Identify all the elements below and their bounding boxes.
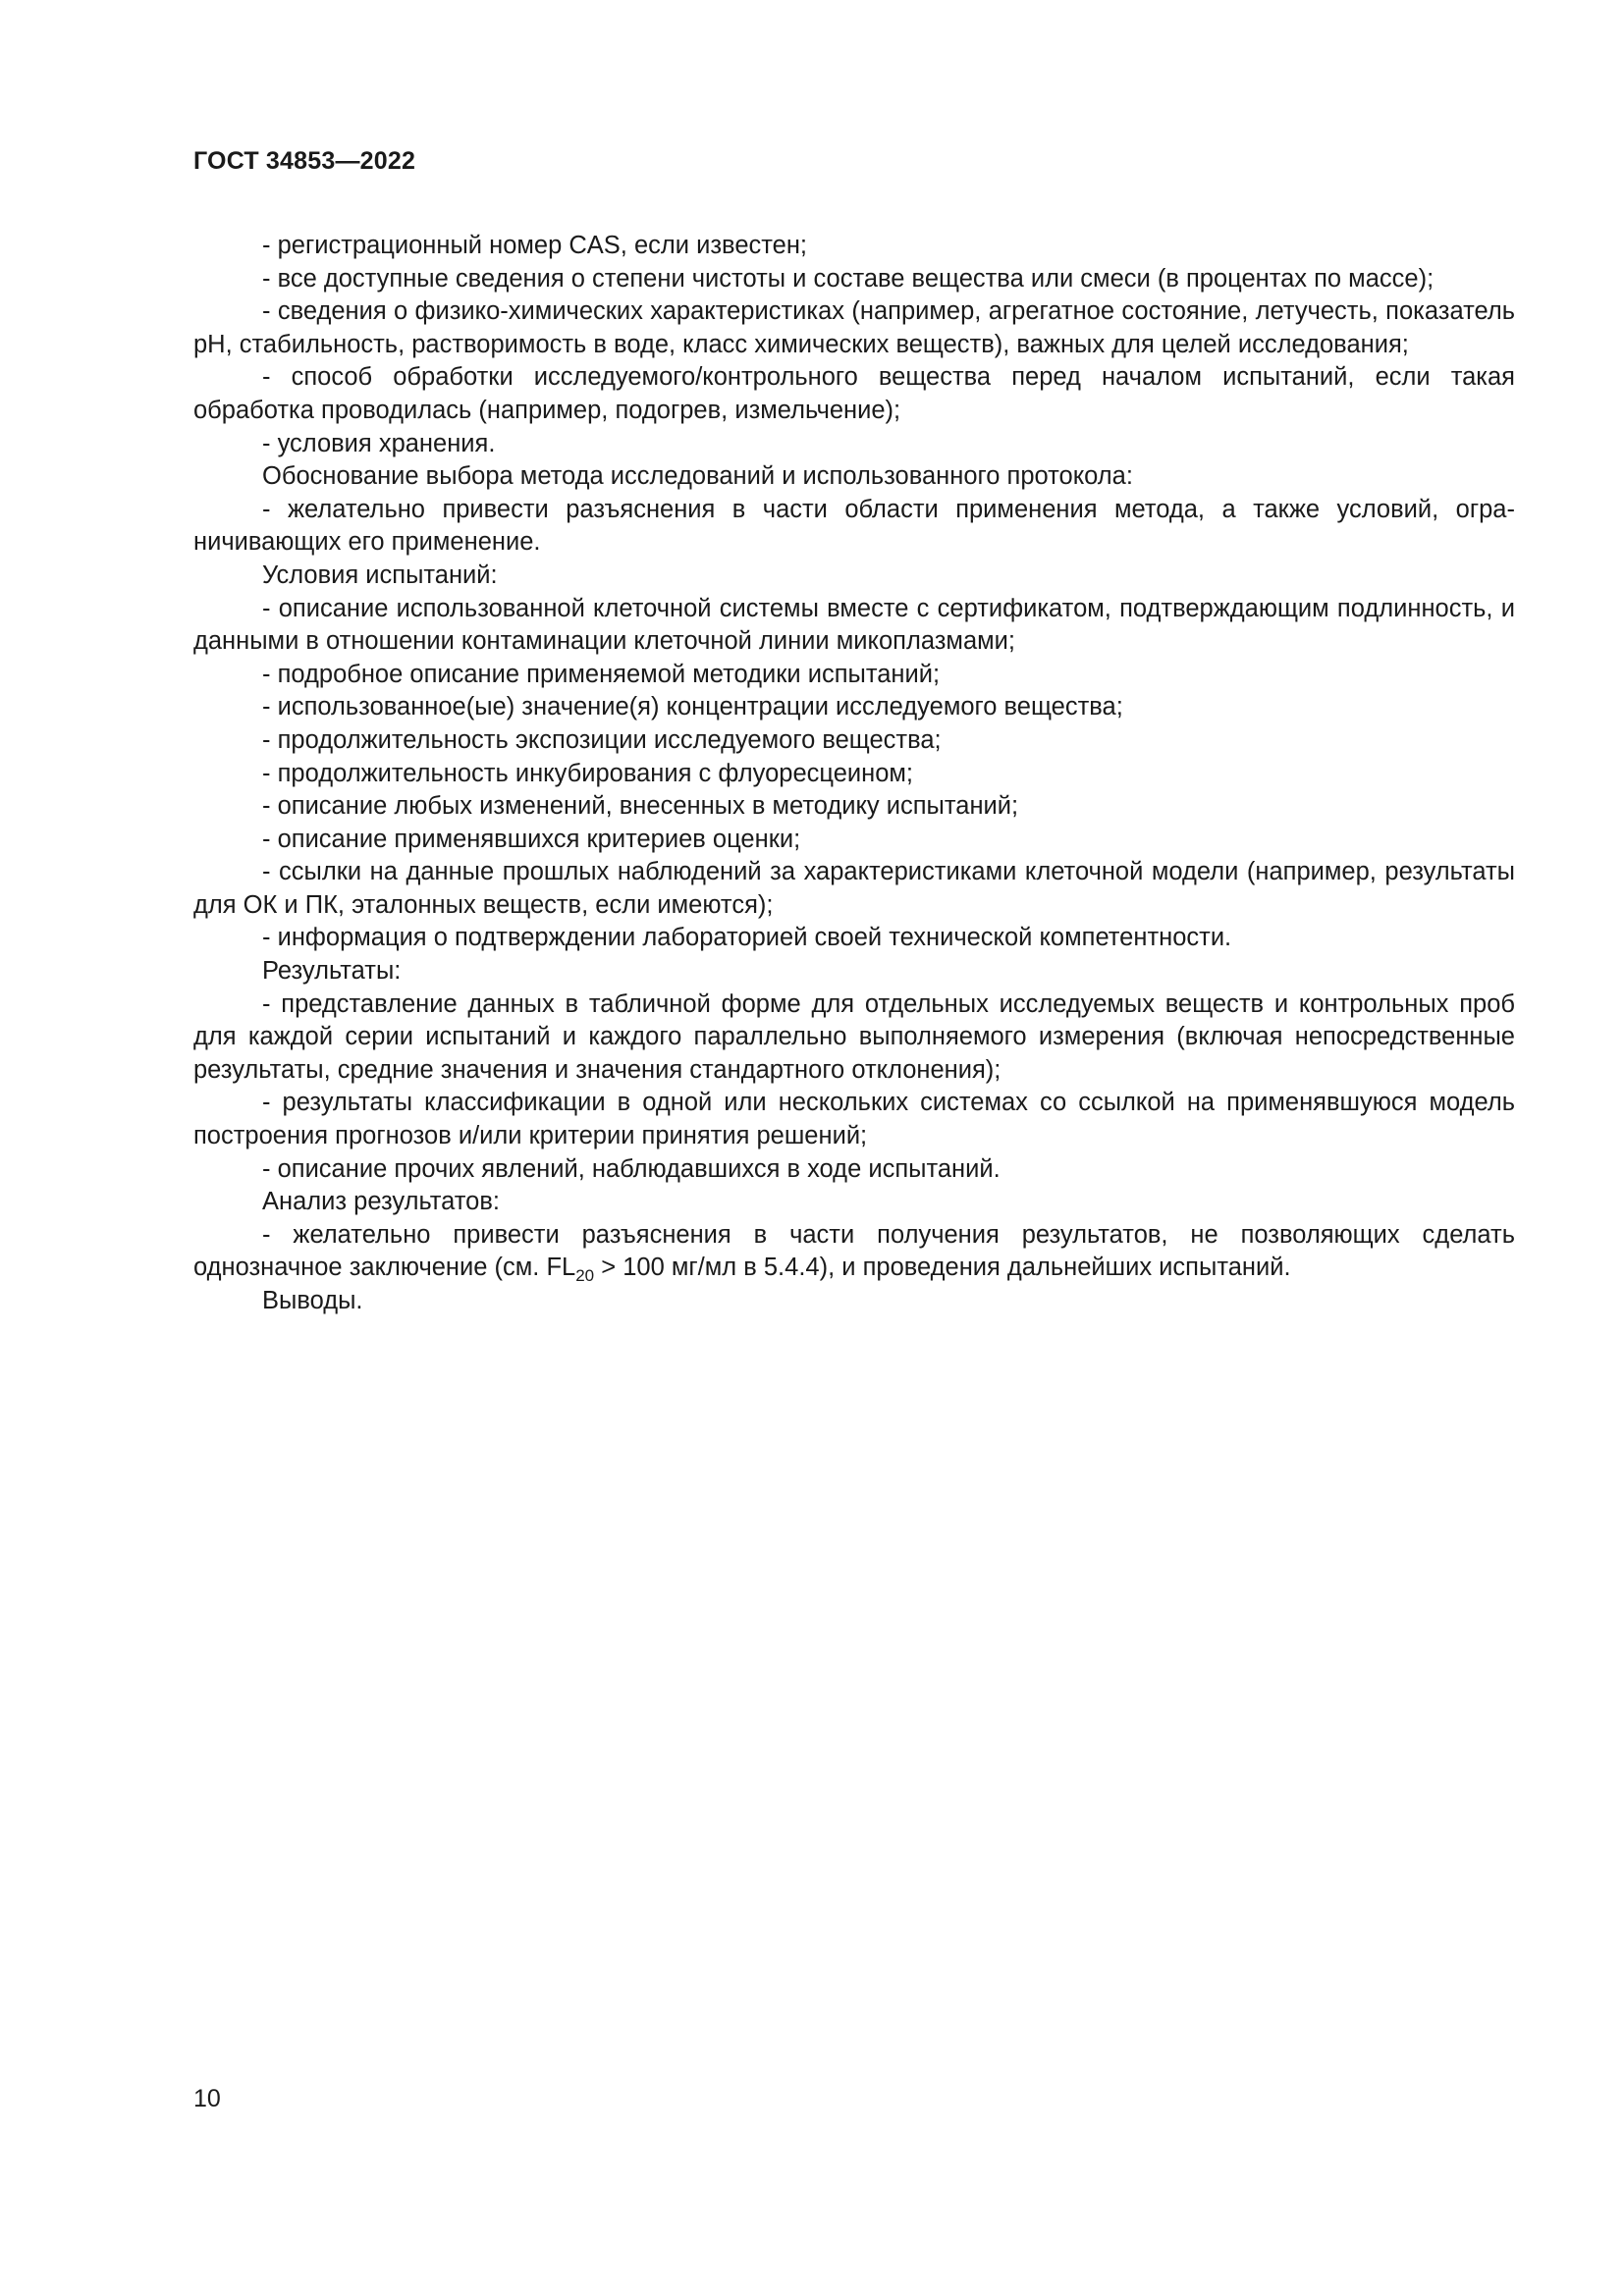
paragraph-concentration: - использованное(ые) значение(я) концентрации исследуемого вещества; bbox=[262, 693, 1123, 721]
section-conclusions: Выводы. bbox=[262, 1287, 363, 1314]
paragraph-criteria: - описание применявшихся критериев оценки; bbox=[262, 825, 801, 853]
paragraph-historical-data: - ссылки на данные прошлых наблюдений за характеристиками клеточной модели (например, результаты для ОК и ПК, эталонных веществ, если имеются); bbox=[193, 858, 1515, 919]
document-code-header: ГОСТ 34853—2022 bbox=[193, 147, 416, 175]
paragraph-exposure-duration: - продолжительность экспозиции исследуемого вещества; bbox=[262, 725, 942, 754]
paragraph-treatment: - способ обработки исследуемого/контрольного вещества перед началом испытаний, если такая обработка проводилась (например, подогрев, измельчение); bbox=[193, 363, 1515, 424]
paragraph-other-phenomena: - описание прочих явлений, наблюдавшихся в ходе испытаний. bbox=[262, 1154, 1001, 1183]
paragraph-physchem: - сведения о физико-химических характеристиках (например, агрегатное состояние, летучесть, показатель pH, стабильность, растворимость в воде, класс химических веществ), важных для целей исследования; bbox=[193, 297, 1515, 358]
paragraph-cas-number: - регистрационный номер CAS, если известен; bbox=[262, 232, 807, 259]
analysis-text-before: - желательно привести разъяснения в части получения результатов, не позволяющих сделать однозначное заключение (см. FL bbox=[193, 1220, 1515, 1282]
paragraph-method-scope: - желательно привести разъяснения в части области применения метода, а также условий, ограничивающих его применение. bbox=[193, 495, 1515, 557]
paragraph-classification: - результаты классификации в одной или нескольких системах со ссылкой на применявшуюся модель построения прогнозов и/или критерии принятия решений; bbox=[193, 1089, 1515, 1150]
section-results-analysis: Анализ результатов: bbox=[262, 1188, 500, 1216]
section-method-justification: Обоснование выбора метода исследований и использованного протокола: bbox=[262, 462, 1133, 491]
page-number: 10 bbox=[193, 2085, 221, 2112]
document-body bbox=[193, 230, 1515, 1318]
paragraph-cell-system: - описание использованной клеточной системы вместе с сертификатом, подтверждающим подлинность, и данными в отношении контаминации клеточной линии микоплазмами; bbox=[193, 594, 1515, 656]
paragraph-storage: - условия хранения. bbox=[262, 429, 496, 457]
analysis-text-after: > 100 мг/мл в 5.4.4), и проведения дальнейших испытаний. bbox=[594, 1254, 1291, 1282]
paragraph-tabular-data: - представление данных в табличной форме для отдельных исследуемых веществ и контрольных проб для каждой серии испытаний и каждого параллельно выполняемого измерения (включая непосредственные результаты, средние значения и значения стандартного отклонения); bbox=[193, 989, 1515, 1084]
section-test-conditions: Условия испытаний: bbox=[262, 561, 498, 589]
paragraph-method-description: - подробное описание применяемой методики испытаний; bbox=[262, 660, 941, 688]
fl-subscript: 20 bbox=[575, 1266, 595, 1286]
paragraph-proficiency: - информация о подтверждении лабораторией своей технической компетентности. bbox=[262, 924, 1232, 952]
paragraph-analysis-item bbox=[193, 1219, 1515, 1285]
paragraph-modifications: - описание любых изменений, внесенных в методику испытаний; bbox=[262, 792, 1019, 821]
section-results: Результаты: bbox=[262, 957, 402, 986]
paragraph-incubation-duration: - продолжительность инкубирования с флуоресцеином; bbox=[262, 759, 913, 787]
paragraph-purity: - все доступные сведения о степени чистоты и составе вещества или смеси (в процентах по массе); bbox=[262, 264, 1435, 293]
